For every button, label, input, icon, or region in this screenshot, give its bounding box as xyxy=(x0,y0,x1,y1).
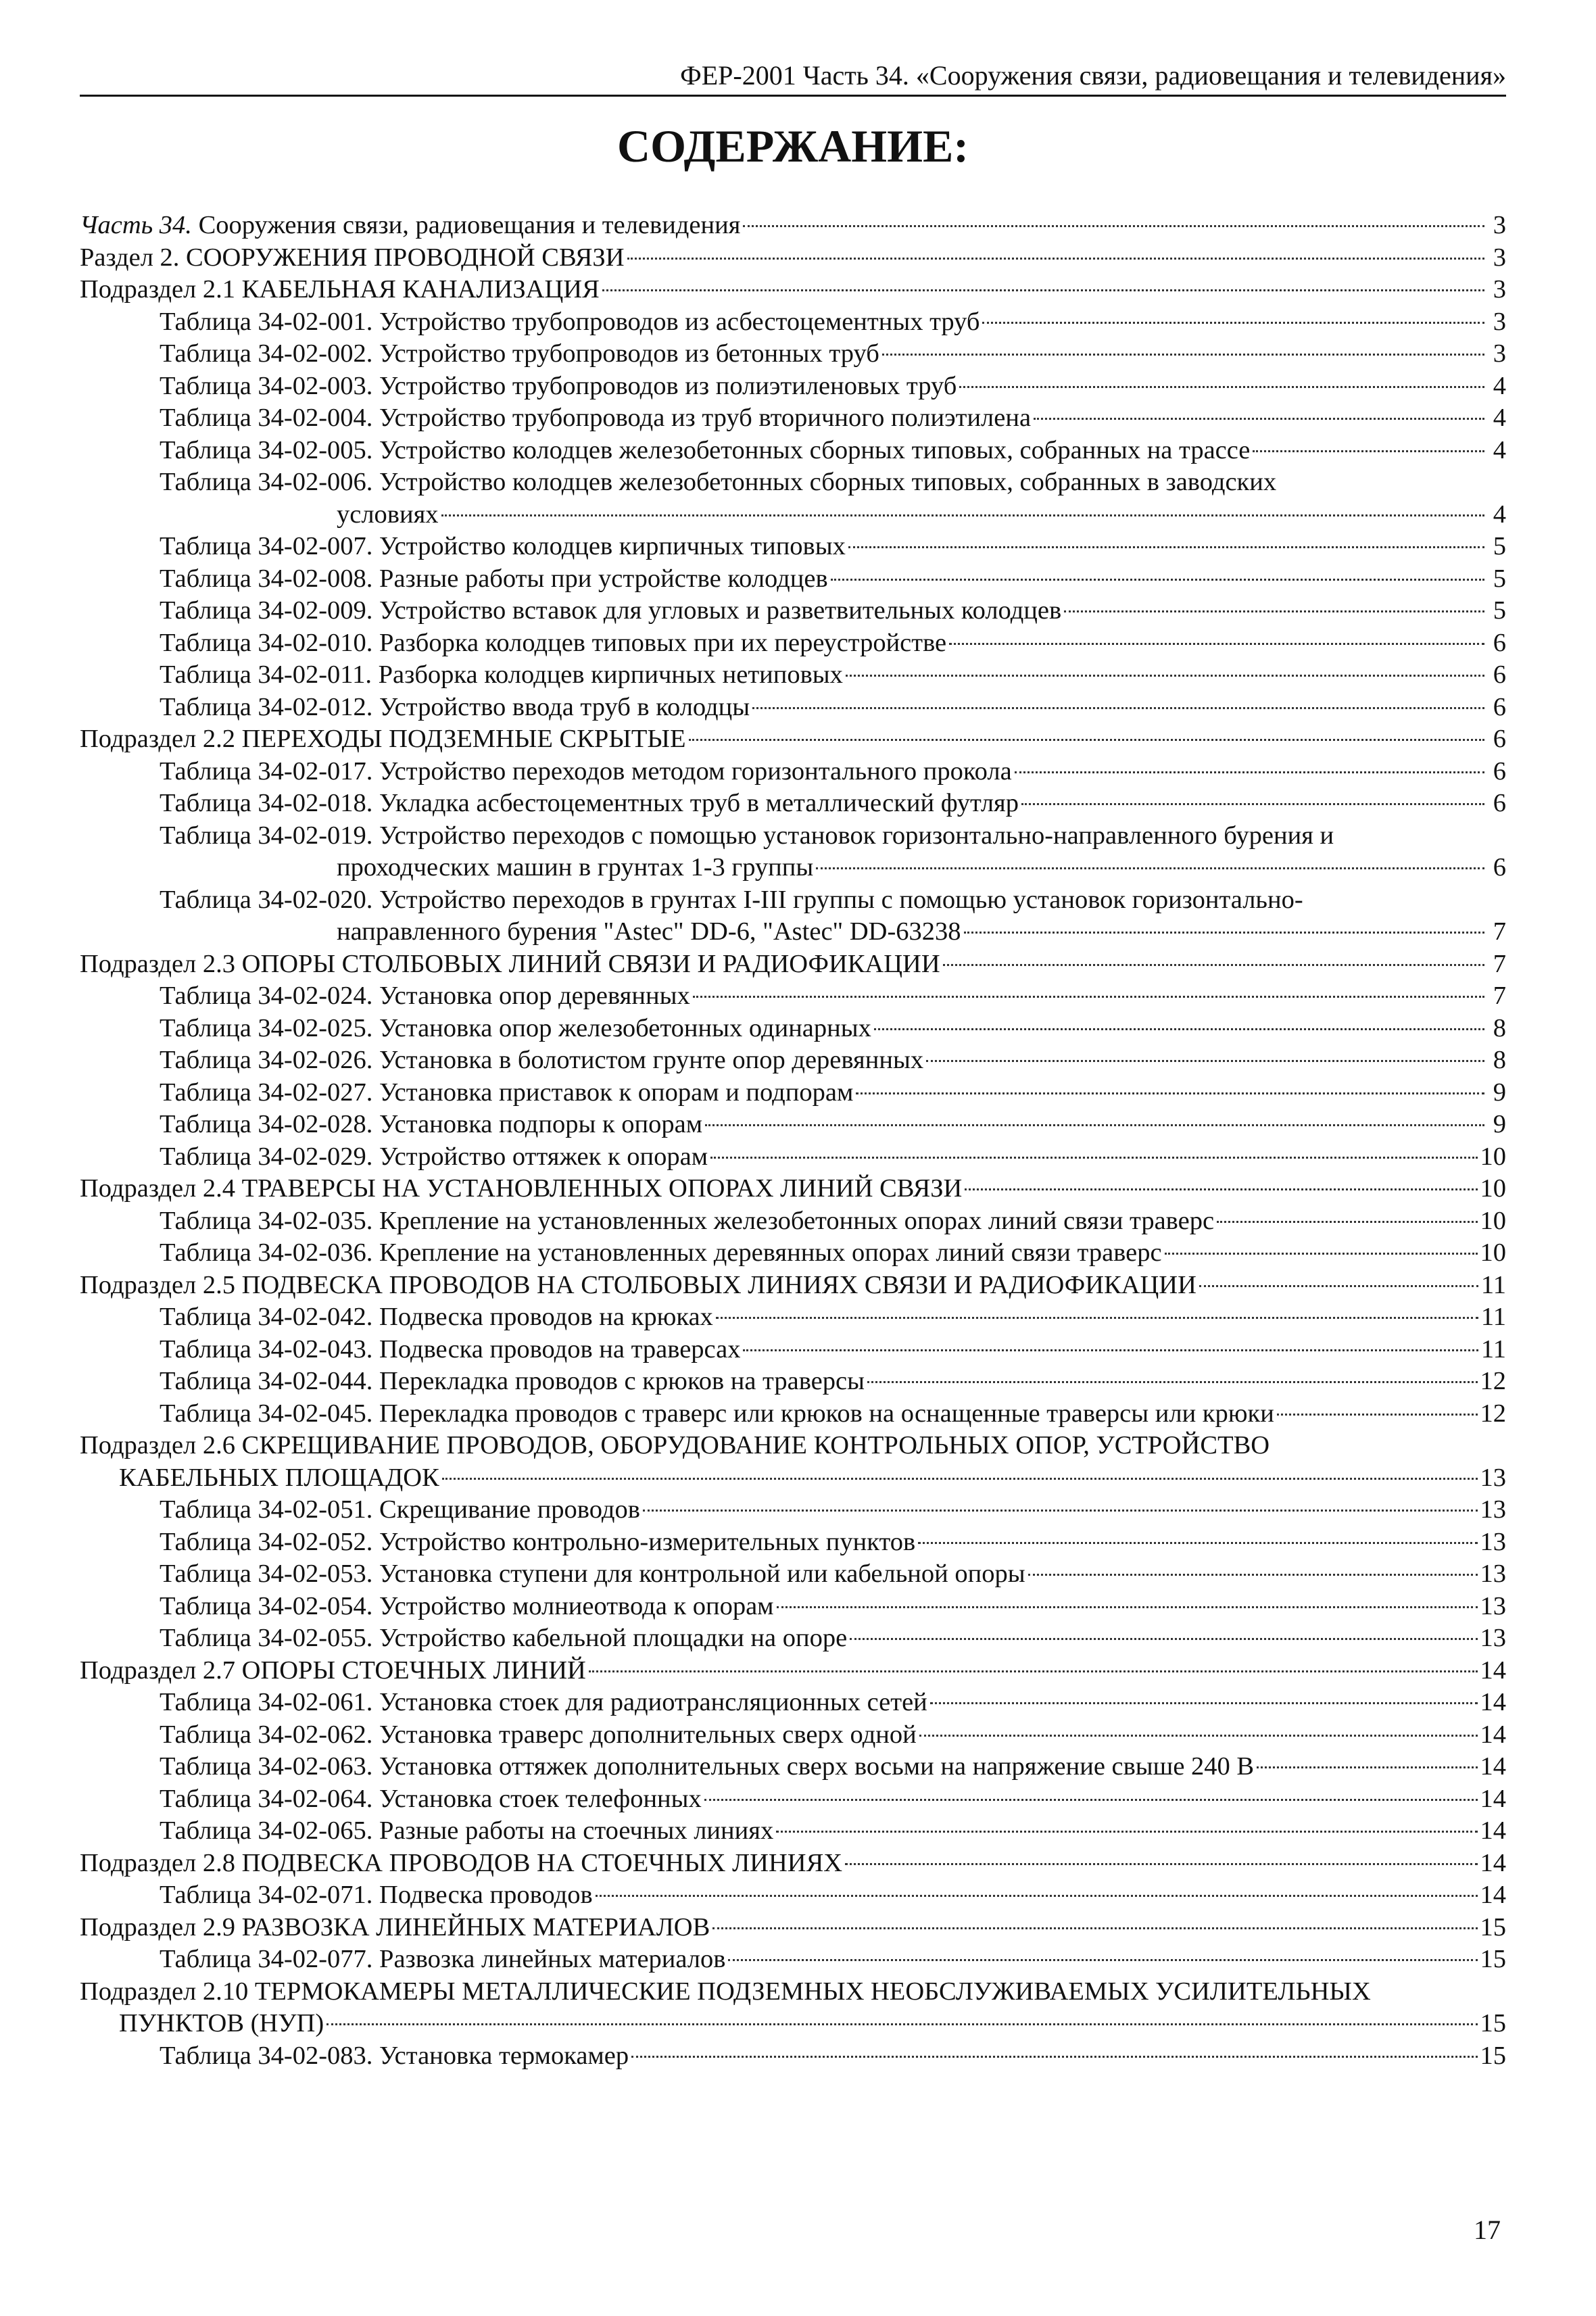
dot-leader xyxy=(919,1735,1478,1737)
dot-leader xyxy=(982,322,1484,324)
toc-entry-row xyxy=(160,563,1506,596)
toc-table-entry xyxy=(80,306,1506,339)
toc-page-number: 9 xyxy=(1493,1110,1506,1138)
toc-page-number: 6 xyxy=(1493,628,1506,657)
toc-entry-text: Таблица 34-02-044. Перекладка проводов с крюков на траверсы xyxy=(160,1367,865,1395)
toc-entry-text: Таблица 34-02-071. Подвеска проводов xyxy=(160,1881,593,1909)
dot-leader xyxy=(728,1959,1477,1961)
toc-entry-row xyxy=(80,210,1506,242)
toc-table-entry xyxy=(80,1141,1506,1174)
toc-entry-text: Таблица 34-02-005. Устройство колодцев железобетонных сборных типовых, собранных на трассе xyxy=(160,435,1251,464)
toc-entry-row xyxy=(160,1815,1506,1848)
toc-entry-text: Подраздел 2.3 ОПОРЫ СТОЛБОВЫХ ЛИНИЙ СВЯЗИ И РАДИОФИКАЦИИ xyxy=(80,949,940,978)
toc-page-number: 15 xyxy=(1480,2041,1506,2070)
toc-table-entry xyxy=(80,756,1506,788)
toc-page-number: 10 xyxy=(1480,1174,1506,1203)
dot-leader xyxy=(1253,450,1484,452)
toc-page-number: 3 xyxy=(1493,275,1506,304)
toc-table-entry xyxy=(80,1334,1506,1366)
toc-table-entry xyxy=(80,1944,1506,1976)
toc-page-number: 5 xyxy=(1493,532,1506,560)
toc-page-number: 5 xyxy=(1493,596,1506,625)
toc-entry-row xyxy=(160,1783,1506,1816)
toc-page-number: 11 xyxy=(1480,1303,1506,1331)
toc-entry-row xyxy=(80,1462,1506,1495)
toc-page-number: 14 xyxy=(1480,1881,1506,1909)
dot-leader xyxy=(1217,1221,1477,1223)
toc-entry-text: Таблица 34-02-061. Установка стоек для радиотрансляционных сетей xyxy=(160,1688,927,1716)
toc-part-entry xyxy=(80,210,1506,242)
toc-section-entry xyxy=(80,948,1506,981)
dot-leader xyxy=(693,996,1484,998)
toc-entry-text: Таблица 34-02-027. Установка приставок к опорам и подпорам xyxy=(160,1078,854,1107)
dot-leader xyxy=(627,258,1484,260)
toc-entry-row xyxy=(80,242,1506,274)
toc-page-number: 4 xyxy=(1493,435,1506,464)
toc-entry-text: Таблица 34-02-055. Устройство кабельной площадки на опоре xyxy=(160,1624,848,1652)
toc-entry-prefix: Часть 34. xyxy=(80,211,192,239)
toc-entry-row xyxy=(160,338,1506,370)
toc-entry-row xyxy=(80,1912,1506,1944)
dot-leader xyxy=(716,1317,1478,1319)
dot-leader xyxy=(777,1606,1478,1608)
toc-table-entry xyxy=(80,820,1506,884)
toc-page-number: 14 xyxy=(1480,1848,1506,1877)
toc-entry-text: Таблица 34-02-028. Установка подпоры к опорам xyxy=(160,1110,703,1138)
toc-entry-text: направленного бурения "Astec" DD-6, "Astec" DD-63238 xyxy=(337,917,961,946)
toc-entry-text: Таблица 34-02-042. Подвеска проводов на крюках xyxy=(160,1303,713,1331)
toc-entry-text: Таблица 34-02-006. Устройство колодцев железобетонных сборных типовых, собранных в заводских xyxy=(160,468,1277,496)
toc-entry-row xyxy=(80,948,1506,981)
toc-entry-text: Таблица 34-02-045. Перекладка проводов с траверс или крюков на оснащенные траверсы или крюки xyxy=(160,1399,1274,1428)
toc-entry-row xyxy=(160,1526,1506,1559)
toc-table-entry xyxy=(80,595,1506,627)
toc-section-entry xyxy=(80,1173,1506,1205)
toc-entry-text: КАБЕЛЬНЫХ ПЛОЩАДОК xyxy=(119,1463,439,1492)
toc-entry-row xyxy=(160,852,1506,884)
toc-page-number: 9 xyxy=(1493,1078,1506,1107)
toc-table-entry xyxy=(80,1013,1506,1045)
toc-entry-text: Таблица 34-02-063. Установка оттяжек дополнительных сверх восьми на напряжение свыше 240 В xyxy=(160,1752,1255,1781)
toc-entry-title: Сооружения связи, радиовещания и телевидения xyxy=(191,211,741,239)
dot-leader xyxy=(589,1670,1478,1672)
toc-entry-row xyxy=(80,1848,1506,1880)
dot-leader xyxy=(1015,771,1484,773)
dot-leader xyxy=(743,225,1484,227)
toc-entry-row xyxy=(160,1751,1506,1783)
toc-entry-text: Подраздел 2.2 ПЕРЕХОДЫ ПОДЗЕМНЫЕ СКРЫТЫЕ xyxy=(80,725,686,753)
toc-page-number: 14 xyxy=(1480,1688,1506,1716)
dot-leader xyxy=(846,675,1484,677)
running-header: ФЕР-2001 Часть 34. «Сооружения связи, радиовещания и телевидения» xyxy=(680,60,1506,91)
toc-entry-row xyxy=(160,1494,1506,1526)
toc-entry-text: Таблица 34-02-003. Устройство трубопроводов из полиэтиленовых труб xyxy=(160,371,957,400)
dot-leader xyxy=(918,1542,1477,1544)
table-of-contents xyxy=(80,210,1506,2072)
toc-entry-text: Таблица 34-02-077. Развозка линейных материалов xyxy=(160,1945,726,1973)
toc-section-entry xyxy=(80,1848,1506,1880)
dot-leader xyxy=(1028,1574,1478,1576)
toc-entry-row xyxy=(160,1109,1506,1141)
dot-leader xyxy=(1064,610,1484,612)
toc-page-number: 14 xyxy=(1480,1816,1506,1845)
dot-leader xyxy=(596,1895,1478,1897)
toc-table-entry xyxy=(80,788,1506,820)
toc-entry-text xyxy=(80,210,740,242)
toc-page-number: 7 xyxy=(1493,917,1506,946)
dot-leader xyxy=(964,932,1484,934)
toc-page-number: 6 xyxy=(1493,853,1506,882)
dot-leader xyxy=(710,1157,1477,1159)
toc-entry-row xyxy=(160,370,1506,403)
toc-page-number: 15 xyxy=(1480,1945,1506,1973)
toc-page-number: 13 xyxy=(1480,1591,1506,1620)
toc-entry-text: Подраздел 2.1 КАБЕЛЬНАЯ КАНАЛИЗАЦИЯ xyxy=(80,275,600,304)
toc-entry-row xyxy=(160,1558,1506,1591)
toc-entry-text: Таблица 34-02-053. Установка ступени для контрольной или кабельной опоры xyxy=(160,1560,1025,1588)
toc-page-number: 14 xyxy=(1480,1784,1506,1813)
toc-page-number: 14 xyxy=(1480,1720,1506,1749)
toc-entry-row xyxy=(160,595,1506,627)
toc-page-number: 4 xyxy=(1493,371,1506,400)
toc-section-entry xyxy=(80,1912,1506,1944)
toc-entry-text: Таблица 34-02-083. Установка термокамер xyxy=(160,2041,629,2070)
toc-entry-row xyxy=(160,1301,1506,1334)
toc-page-number: 3 xyxy=(1493,243,1506,272)
dot-leader xyxy=(643,1510,1478,1512)
toc-entry-row xyxy=(160,1398,1506,1430)
toc-table-entry xyxy=(80,1815,1506,1848)
toc-page-number: 4 xyxy=(1493,404,1506,432)
toc-page-number: 3 xyxy=(1493,211,1506,239)
toc-entry-text: проходческих машин в грунтах 1-3 группы xyxy=(337,853,814,882)
toc-entry-text: Таблица 34-02-004. Устройство трубопровода из труб вторичного полиэтилена xyxy=(160,404,1032,432)
dot-leader xyxy=(743,1349,1478,1351)
dot-leader xyxy=(850,1638,1477,1640)
toc-entry-text: Подраздел 2.7 ОПОРЫ СТОЕЧНЫХ ЛИНИЙ xyxy=(80,1656,586,1685)
dot-leader xyxy=(752,707,1484,709)
dot-leader xyxy=(848,546,1484,548)
dot-leader xyxy=(816,867,1484,869)
toc-entry-row xyxy=(160,980,1506,1013)
toc-table-entry xyxy=(80,563,1506,596)
toc-entry-row xyxy=(160,499,1506,531)
toc-page-number: 8 xyxy=(1493,1013,1506,1042)
toc-page-number: 11 xyxy=(1480,1270,1506,1299)
toc-table-entry xyxy=(80,531,1506,563)
toc-table-entry xyxy=(80,1366,1506,1398)
dot-leader xyxy=(845,1863,1477,1865)
dot-leader xyxy=(441,514,1484,516)
toc-entry-row xyxy=(80,1655,1506,1687)
toc-entry-row xyxy=(160,1879,1506,1912)
toc-table-entry xyxy=(80,659,1506,692)
toc-entry-text: Таблица 34-02-018. Укладка асбестоцементных труб в металлический футляр xyxy=(160,789,1019,817)
toc-entry-row xyxy=(160,692,1506,724)
toc-entry-text: Подраздел 2.5 ПОДВЕСКА ПРОВОДОВ НА СТОЛБОВЫХ ЛИНИЯХ СВЯЗИ И РАДИОФИКАЦИИ xyxy=(80,1270,1196,1299)
toc-entry-row xyxy=(160,531,1506,563)
toc-entry-row xyxy=(160,659,1506,692)
toc-entry-text: Таблица 34-02-020. Устройство переходов в грунтах I-III группы с помощью установок горизонтально- xyxy=(160,885,1303,914)
toc-page-number: 6 xyxy=(1493,756,1506,786)
toc-table-entry xyxy=(80,1783,1506,1816)
toc-entry-text: Таблица 34-02-024. Установка опор деревянных xyxy=(160,982,690,1010)
toc-entry-text: Таблица 34-02-010. Разборка колодцев типовых при их переустройстве xyxy=(160,628,947,657)
toc-table-entry xyxy=(80,1622,1506,1655)
dot-leader xyxy=(943,964,1484,966)
toc-entry-row xyxy=(80,1270,1506,1302)
toc-entry-row xyxy=(80,2008,1506,2040)
page-number: 17 xyxy=(1474,2215,1501,2245)
toc-entry-row xyxy=(160,1044,1506,1077)
toc-entry-text: Таблица 34-02-065. Разные работы на стоечных линиях xyxy=(160,1816,774,1845)
toc-entry-text: Таблица 34-02-002. Устройство трубопроводов из бетонных труб xyxy=(160,339,879,368)
toc-entry-text: Таблица 34-02-026. Установка в болотистом грунте опор деревянных xyxy=(160,1046,924,1074)
toc-table-entry xyxy=(80,435,1506,467)
dot-leader xyxy=(1034,418,1484,420)
toc-table-entry xyxy=(80,1109,1506,1141)
toc-table-entry xyxy=(80,1526,1506,1559)
toc-page-number: 14 xyxy=(1480,1752,1506,1781)
toc-page-number: 13 xyxy=(1480,1560,1506,1588)
toc-entry-row xyxy=(160,306,1506,339)
toc-entry-text: Таблица 34-02-062. Установка траверс дополнительных сверх одной xyxy=(160,1720,917,1749)
dot-leader xyxy=(704,1799,1478,1801)
toc-entry-text: Таблица 34-02-017. Устройство переходов методом горизонтального прокола xyxy=(160,756,1012,786)
dot-leader xyxy=(874,1028,1484,1030)
toc-entry-text: Таблица 34-02-007. Устройство колодцев кирпичных типовых xyxy=(160,532,846,560)
toc-table-entry xyxy=(80,692,1506,724)
toc-entry-row xyxy=(160,788,1506,820)
toc-entry-text: Раздел 2. СООРУЖЕНИЯ ПРОВОДНОЙ СВЯЗИ xyxy=(80,243,625,272)
header-rule xyxy=(80,95,1506,97)
toc-entry-row xyxy=(160,1334,1506,1366)
toc-table-entry xyxy=(80,1077,1506,1109)
dot-leader xyxy=(965,1188,1477,1190)
toc-entry-text: Таблица 34-02-009. Устройство вставок для угловых и разветвительных колодцев xyxy=(160,596,1062,625)
toc-entry-row xyxy=(80,274,1506,306)
toc-table-entry xyxy=(80,1494,1506,1526)
toc-page-number: 6 xyxy=(1493,660,1506,689)
toc-page-number: 10 xyxy=(1480,1238,1506,1267)
toc-entry-row xyxy=(160,1719,1506,1752)
toc-table-entry xyxy=(80,1751,1506,1783)
dot-leader xyxy=(1021,803,1484,805)
toc-entry-row xyxy=(160,1013,1506,1045)
toc-page-number: 5 xyxy=(1493,564,1506,593)
toc-entry-row xyxy=(160,1944,1506,1976)
toc-entry-text: Таблица 34-02-051. Скрещивание проводов xyxy=(160,1495,640,1524)
toc-section-entry xyxy=(80,1430,1506,1494)
toc-page-number: 8 xyxy=(1493,1046,1506,1074)
toc-entry-row xyxy=(160,627,1506,660)
dot-leader xyxy=(882,354,1484,356)
toc-table-entry xyxy=(80,627,1506,660)
toc-entry-text: Таблица 34-02-012. Устройство ввода труб в колодцы xyxy=(160,692,750,721)
toc-entry-text: Таблица 34-02-054. Устройство молниеотвода к опорам xyxy=(160,1591,774,1620)
toc-entry-text: Таблица 34-02-052. Устройство контрольно-измерительных пунктов xyxy=(160,1527,916,1556)
toc-page-number: 3 xyxy=(1493,339,1506,368)
toc-entry-text: Подраздел 2.9 РАЗВОЗКА ЛИНЕЙНЫХ МАТЕРИАЛОВ xyxy=(80,1912,710,1941)
dot-leader xyxy=(831,579,1484,581)
toc-entry-text: Таблица 34-02-035. Крепление на установленных железобетонных опорах линий связи траверс xyxy=(160,1206,1215,1235)
dot-leader xyxy=(959,386,1484,388)
dot-leader xyxy=(631,2056,1477,2058)
dot-leader xyxy=(1277,1414,1478,1416)
toc-table-entry xyxy=(80,2040,1506,2073)
toc-page-number: 13 xyxy=(1480,1527,1506,1556)
toc-table-entry xyxy=(80,1044,1506,1077)
toc-section-entry xyxy=(80,1655,1506,1687)
toc-table-entry xyxy=(80,370,1506,403)
toc-table-entry xyxy=(80,466,1506,531)
toc-entry-row xyxy=(160,1591,1506,1623)
toc-entry-text: Таблица 34-02-011. Разборка колодцев кирпичных нетиповых xyxy=(160,660,843,689)
toc-entry-text: Таблица 34-02-029. Устройство оттяжек к опорам xyxy=(160,1142,708,1171)
toc-entry-text: Подраздел 2.8 ПОДВЕСКА ПРОВОДОВ НА СТОЕЧНЫХ ЛИНИЯХ xyxy=(80,1848,843,1877)
dot-leader xyxy=(926,1060,1484,1062)
toc-page-number: 7 xyxy=(1493,949,1506,978)
dot-leader xyxy=(1257,1766,1477,1768)
toc-entry-row xyxy=(160,2040,1506,2073)
toc-entry-text: Таблица 34-02-025. Установка опор железобетонных одинарных xyxy=(160,1013,871,1042)
toc-entry-text: Таблица 34-02-008. Разные работы при устройстве колодцев xyxy=(160,564,828,593)
toc-entry-row xyxy=(160,435,1506,467)
toc-entry-row xyxy=(160,1687,1506,1719)
dot-leader xyxy=(689,739,1484,741)
dot-leader xyxy=(930,1702,1478,1704)
dot-leader xyxy=(1199,1285,1478,1287)
dot-leader xyxy=(705,1124,1484,1126)
toc-entry-row xyxy=(80,723,1506,756)
toc-page-number: 12 xyxy=(1480,1367,1506,1395)
toc-entry-row xyxy=(160,756,1506,788)
toc-entry-row xyxy=(80,1173,1506,1205)
toc-table-entry xyxy=(80,338,1506,370)
dot-leader xyxy=(867,1381,1478,1383)
toc-page-number: 13 xyxy=(1480,1495,1506,1524)
toc-page-number: 10 xyxy=(1480,1142,1506,1171)
toc-table-entry xyxy=(80,402,1506,435)
toc-page-number: 15 xyxy=(1480,1912,1506,1941)
dot-leader xyxy=(712,1927,1477,1929)
dot-leader xyxy=(602,289,1484,291)
toc-table-entry xyxy=(80,980,1506,1013)
toc-table-entry xyxy=(80,1558,1506,1591)
toc-page-number: 6 xyxy=(1493,725,1506,753)
toc-page-number: 11 xyxy=(1480,1334,1506,1364)
toc-table-entry xyxy=(80,1237,1506,1270)
toc-page-number: 12 xyxy=(1480,1399,1506,1428)
toc-entry-text: Таблица 34-02-001. Устройство трубопроводов из асбестоцементных труб xyxy=(160,307,980,336)
toc-page-number: 13 xyxy=(1480,1463,1506,1492)
toc-table-entry xyxy=(80,1687,1506,1719)
toc-entry-text: Таблица 34-02-043. Подвеска проводов на траверсах xyxy=(160,1334,741,1364)
toc-entry-row xyxy=(160,1077,1506,1109)
dot-leader xyxy=(327,2023,1477,2025)
toc-entry-text: Таблица 34-02-019. Устройство переходов с помощью установок горизонтально-направленного бурения и xyxy=(160,821,1334,850)
toc-table-entry xyxy=(80,1879,1506,1912)
toc-page-number: 14 xyxy=(1480,1656,1506,1685)
toc-section-entry xyxy=(80,723,1506,756)
toc-page-number: 6 xyxy=(1493,789,1506,817)
toc-entry-row xyxy=(160,916,1506,948)
toc-entry-text: Таблица 34-02-064. Установка стоек телефонных xyxy=(160,1784,702,1813)
dot-leader xyxy=(1165,1253,1478,1255)
toc-page-number: 3 xyxy=(1493,307,1506,336)
dot-leader xyxy=(776,1831,1477,1833)
toc-entry-row xyxy=(160,402,1506,435)
toc-entry-row xyxy=(160,1141,1506,1174)
toc-table-entry xyxy=(80,1719,1506,1752)
toc-entry-text: условиях xyxy=(337,500,439,529)
toc-entry-row xyxy=(160,1205,1506,1238)
toc-section-entry xyxy=(80,274,1506,306)
dot-leader xyxy=(442,1478,1478,1480)
toc-table-entry xyxy=(80,1205,1506,1238)
toc-entry-row xyxy=(160,1237,1506,1270)
toc-page-number: 6 xyxy=(1493,692,1506,721)
toc-table-entry xyxy=(80,1591,1506,1623)
toc-section-entry xyxy=(80,1976,1506,2040)
toc-section-entry xyxy=(80,242,1506,274)
dot-leader xyxy=(856,1092,1484,1094)
dot-leader xyxy=(949,643,1484,645)
toc-section-entry xyxy=(80,1270,1506,1302)
toc-table-entry xyxy=(80,1301,1506,1334)
toc-entry-text: Подраздел 2.10 ТЕРМОКАМЕРЫ МЕТАЛЛИЧЕСКИЕ ПОДЗЕМНЫХ НЕОБСЛУЖИВАЕМЫХ УСИЛИТЕЛЬНЫХ xyxy=(80,1977,1371,2006)
toc-page-number: 10 xyxy=(1480,1206,1506,1235)
toc-entry-text: Подраздел 2.6 СКРЕЩИВАНИЕ ПРОВОДОВ, ОБОРУДОВАНИЕ КОНТРОЛЬНЫХ ОПОР, УСТРОЙСТВО xyxy=(80,1431,1270,1459)
toc-entry-row xyxy=(160,1366,1506,1398)
toc-page-number: 4 xyxy=(1493,500,1506,529)
toc-entry-text: ПУНКТОВ (НУП) xyxy=(119,2009,324,2037)
toc-page-number: 13 xyxy=(1480,1624,1506,1652)
toc-table-entry xyxy=(80,1398,1506,1430)
page-title: СОДЕРЖАНИЕ: xyxy=(616,120,969,172)
toc-page-number: 15 xyxy=(1480,2009,1506,2037)
toc-page-number: 7 xyxy=(1493,982,1506,1010)
toc-table-entry xyxy=(80,884,1506,948)
toc-entry-text: Таблица 34-02-036. Крепление на установленных деревянных опорах линий связи траверс xyxy=(160,1238,1162,1267)
toc-entry-text: Подраздел 2.4 ТРАВЕРСЫ НА УСТАНОВЛЕННЫХ ОПОРАХ ЛИНИЙ СВЯЗИ xyxy=(80,1174,963,1203)
toc-entry-row xyxy=(160,1622,1506,1655)
